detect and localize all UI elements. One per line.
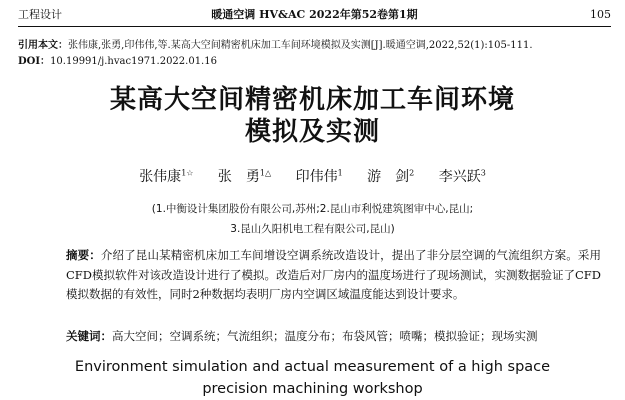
author-name: 李兴跃 — [438, 168, 481, 185]
header-divider — [18, 26, 611, 27]
citation-block — [18, 38, 611, 70]
keywords — [66, 327, 601, 345]
author-affiliation-mark: 2 — [409, 168, 415, 177]
abstract-text: 介绍了昆山某精密机床加工车间增设空调系统改造设计，提出了非分层空调的气流组织方案。采用CFD模拟软件对该改造设计进行了模拟。改造后对厂房内的温度场进行了现场测试，实测数据验证了CFD模拟数据的有效性，同时2种数据均表明厂房内空调区域温度能达到设计要求。 — [66, 248, 602, 301]
keywords-label: 关键词： — [66, 329, 112, 343]
doi-text: 10.19991/j.hvac1971.2022.01.16 — [50, 56, 217, 67]
keywords-text: 高大空间；空调系统；气流组织；温度分布；布袋风管；喷嘴；模拟验证；现场实测 — [112, 329, 538, 343]
english-title-line-1: Environment simulation and actual measurement of a high space — [74, 359, 551, 375]
author — [218, 169, 271, 185]
author-name: 张 勇 — [217, 168, 260, 185]
author-affiliation-mark: 1△ — [259, 168, 272, 177]
abstract-label: 摘要： — [66, 248, 101, 262]
journal-issue: 暖通空调 HV&AC 2022年第52卷第1期 — [211, 8, 418, 21]
running-header — [18, 6, 611, 24]
affiliation-line-2: 3.昆山久阳机电工程有限公司,昆山) — [230, 223, 395, 235]
reference-line — [18, 38, 611, 54]
author — [139, 169, 193, 185]
author-affiliation-mark: 1☆ — [181, 168, 194, 177]
affiliations — [0, 199, 625, 239]
author-name: 游 剑 — [367, 168, 410, 185]
author — [367, 169, 414, 185]
author-list — [0, 164, 625, 186]
title-line-1: 某高大空间精密机床加工车间环境 — [109, 85, 515, 115]
author-affiliation-mark: 3 — [480, 168, 486, 177]
paper-title — [0, 84, 625, 148]
author-name: 印伟伟 — [295, 168, 338, 185]
author-affiliation-mark: 1 — [337, 168, 343, 177]
english-title — [0, 356, 625, 400]
title-line-2: 模拟及实测 — [244, 117, 380, 147]
page-number: 105 — [590, 8, 611, 21]
abstract — [66, 246, 601, 305]
author — [296, 169, 343, 185]
english-title-line-2: precision machining workshop — [202, 381, 423, 397]
doi-label: DOI： — [18, 56, 51, 67]
reference-text: 张伟康,张勇,印伟伟,等.某高大空间精密机床加工车间环境模拟及实测[J].暖通空调,2022,52(1):105-111. — [68, 40, 533, 51]
affiliation-line-1: (1.中衡设计集团股份有限公司,苏州;2.昆山市利悦建筑图审中心,昆山; — [151, 203, 474, 215]
author-name: 张伟康 — [139, 168, 182, 185]
reference-label: 引用本文： — [18, 40, 68, 51]
author — [439, 169, 486, 185]
section-label: 工程设计 — [18, 8, 62, 21]
doi-line — [18, 54, 611, 70]
